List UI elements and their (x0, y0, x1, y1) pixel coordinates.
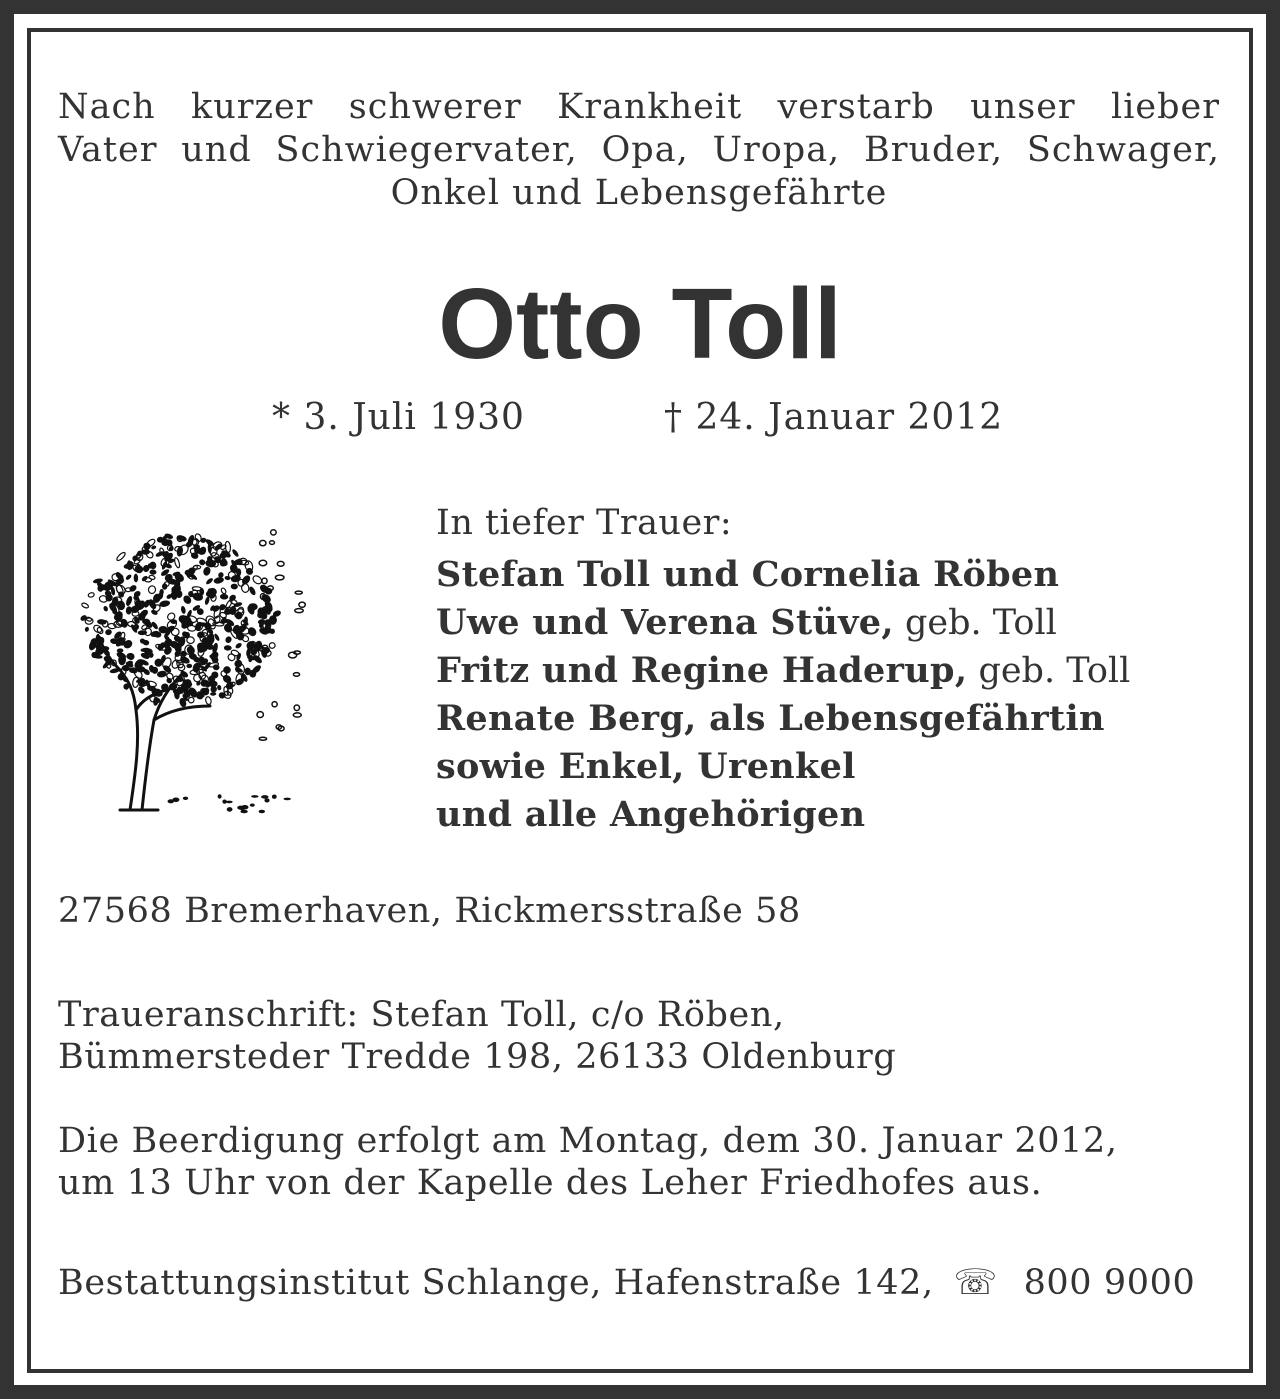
mourner-row (436, 647, 1236, 695)
mourner-row (436, 743, 1236, 791)
mourning-address-line-2: Bümmersteder Tredde 198, 26133 Oldenburg (58, 1037, 897, 1077)
funeral-info (58, 1120, 1228, 1204)
mourning-address (58, 994, 1228, 1078)
birth-date: * 3. Juli 1930 (272, 397, 525, 438)
mourner-name: sowie Enkel, Urenkel (436, 746, 856, 787)
mourner-name: und alle Angehörigen (436, 794, 866, 835)
mourner-name: Renate Berg, als Lebensgefährtin (436, 698, 1105, 739)
mourner-row (436, 599, 1236, 647)
mourner-name: Stefan Toll und Cornelia Röben (436, 554, 1060, 595)
intro-line-3: Onkel und Lebensgefährte (390, 173, 888, 213)
funeral-line-1: Die Beerdigung erfolgt am Montag, dem 30. Januar 2012, (58, 1121, 1118, 1161)
undertaker-phone: 800 9000 (1023, 1263, 1196, 1303)
death-date: † 24. Januar 2012 (664, 397, 1004, 438)
mourner-name: Fritz und Regine Haderup, (436, 650, 968, 691)
mourning-address-line-1: Traueranschrift: Stefan Toll, c/o Röben, (58, 995, 785, 1035)
mourner-row (436, 551, 1236, 599)
mourner-note: geb. Toll (893, 603, 1057, 643)
undertaker-info (58, 1262, 1228, 1304)
undertaker-text: Bestattungsinstitut Schlange, Hafenstraße 142, (58, 1263, 934, 1303)
intro-line-2: Vater und Schwiegervater, Opa, Uropa, Bruder, Schwager, (58, 130, 1220, 170)
intro-text (58, 86, 1220, 215)
mourner-row (436, 791, 1236, 839)
mourner-note: geb. Toll (967, 651, 1131, 691)
mourner-name: Uwe und Verena Stüve, (436, 602, 894, 643)
telephone-icon: ☏ (953, 1263, 998, 1303)
mourners-list (436, 500, 1236, 839)
intro-line-1: Nach kurzer schwerer Krankheit verstarb unser lieber (58, 87, 1220, 127)
funeral-line-2: um 13 Uhr von der Kapelle des Leher Friedhofes aus. (58, 1163, 1043, 1203)
tree-icon (70, 510, 320, 830)
mourner-row (436, 695, 1236, 743)
residence-address: 27568 Bremerhaven, Rickmersstraße 58 (58, 891, 801, 931)
deceased-name: Otto Toll (438, 268, 842, 380)
mourners-heading: In tiefer Trauer: (436, 503, 733, 543)
